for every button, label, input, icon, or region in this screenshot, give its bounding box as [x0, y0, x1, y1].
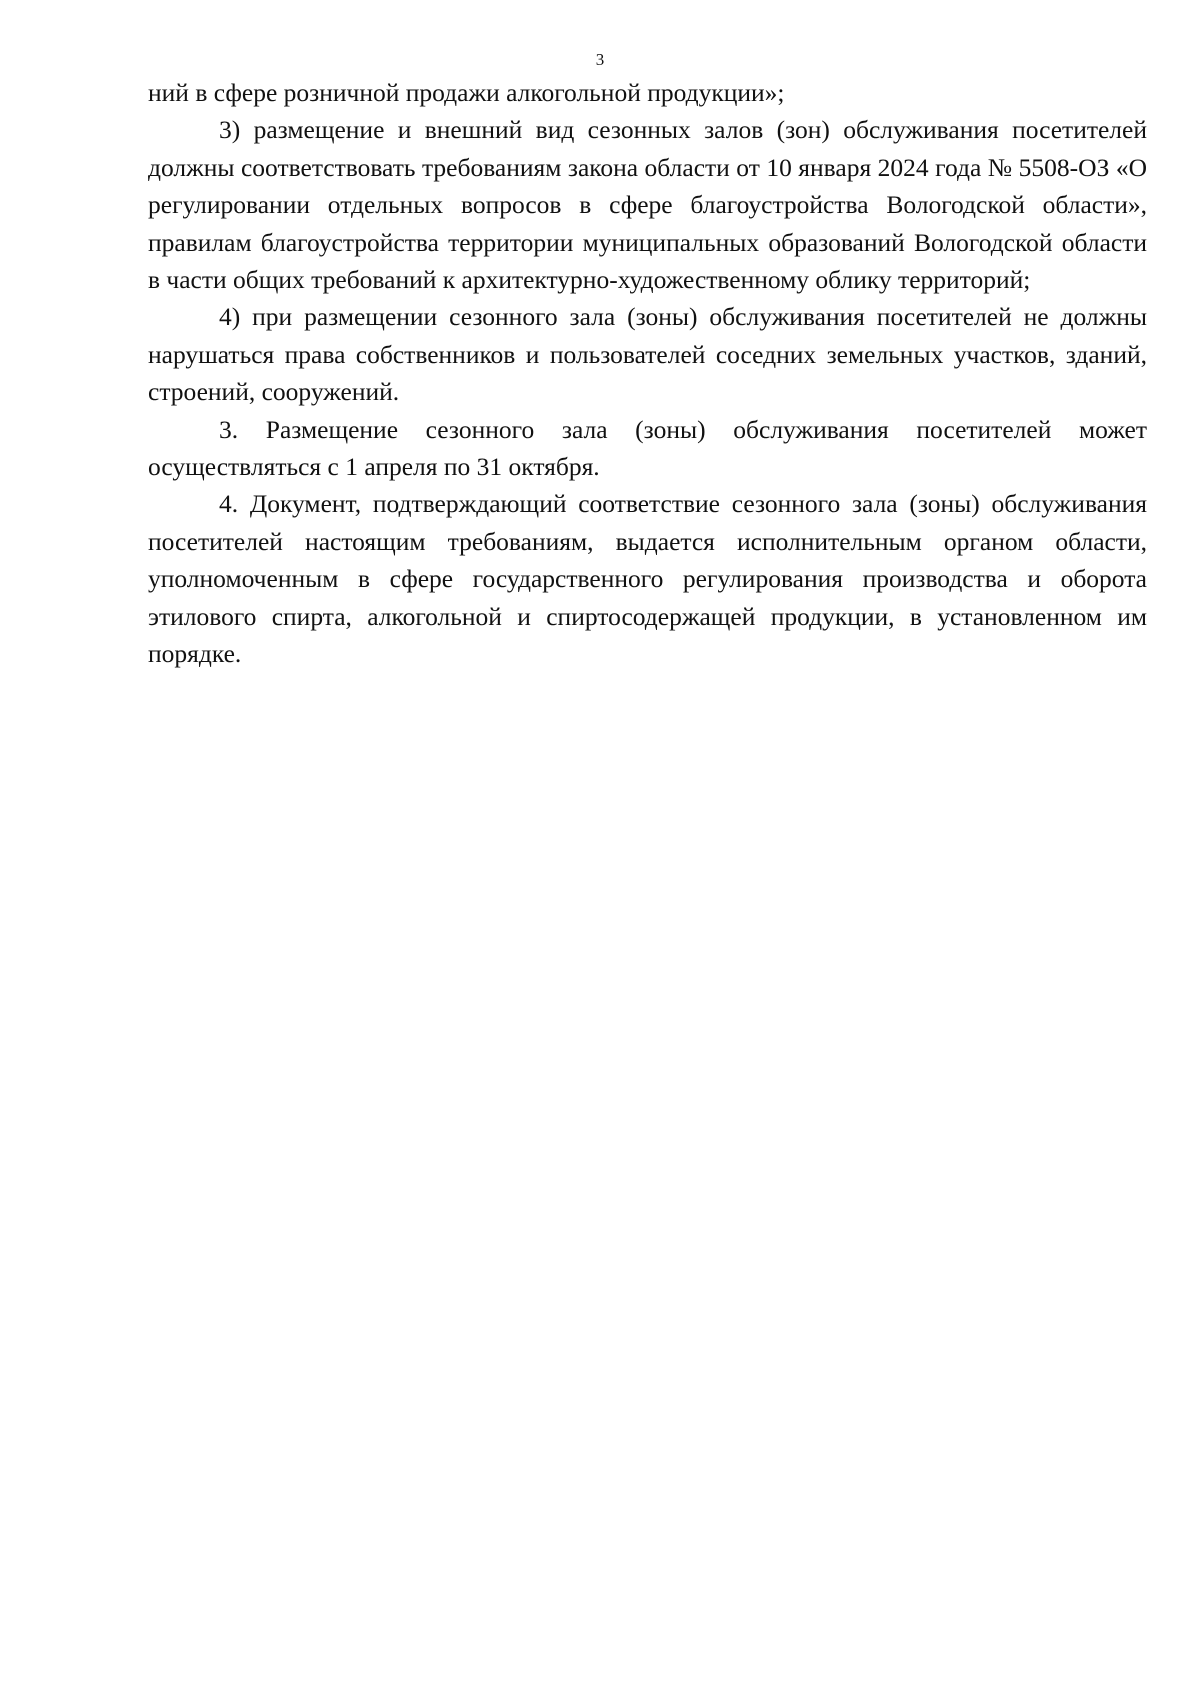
paragraph-continuation: ний в сфере розничной продажи алкогольной продукции»; — [148, 78, 785, 107]
paragraph-section-3: 3. Размещение сезонного зала (зоны) обслуживания посетителей может осуществляться с 1 апреля по 31 октября. — [148, 414, 1147, 482]
paragraph-item-3: 3) размещение и внешний вид сезонных залов (зон) обслуживания посетителей должны соответствовать требованиям закона области от 10 января 2024 года № 5508-ОЗ «О регулировании отдельных вопросов в сфере благоустройства Вологодской области», правилам благоустройства территории муниципальных образований Вологодской области в части общих требований к архитектурно-художественному облику территорий; — [148, 115, 1147, 295]
paragraph-section-4: 4. Документ, подтверждающий соответствие сезонного зала (зоны) обслуживания посетителей настоящим требованиям, выдается исполнительным органом области, уполномоченным в сфере государственного регулирования производства и оборота этилового спирта, алкогольной и спиртосодержащей продукции, в установленном им порядке. — [148, 489, 1147, 669]
paragraph-item-4: 4) при размещении сезонного зала (зоны) обслуживания посетителей не должны нарушаться права собственников и пользователей соседних земельных участков, зданий, строений, сооружений. — [148, 302, 1147, 407]
page-number: 3 — [595, 50, 605, 69]
document-body — [148, 74, 1147, 673]
